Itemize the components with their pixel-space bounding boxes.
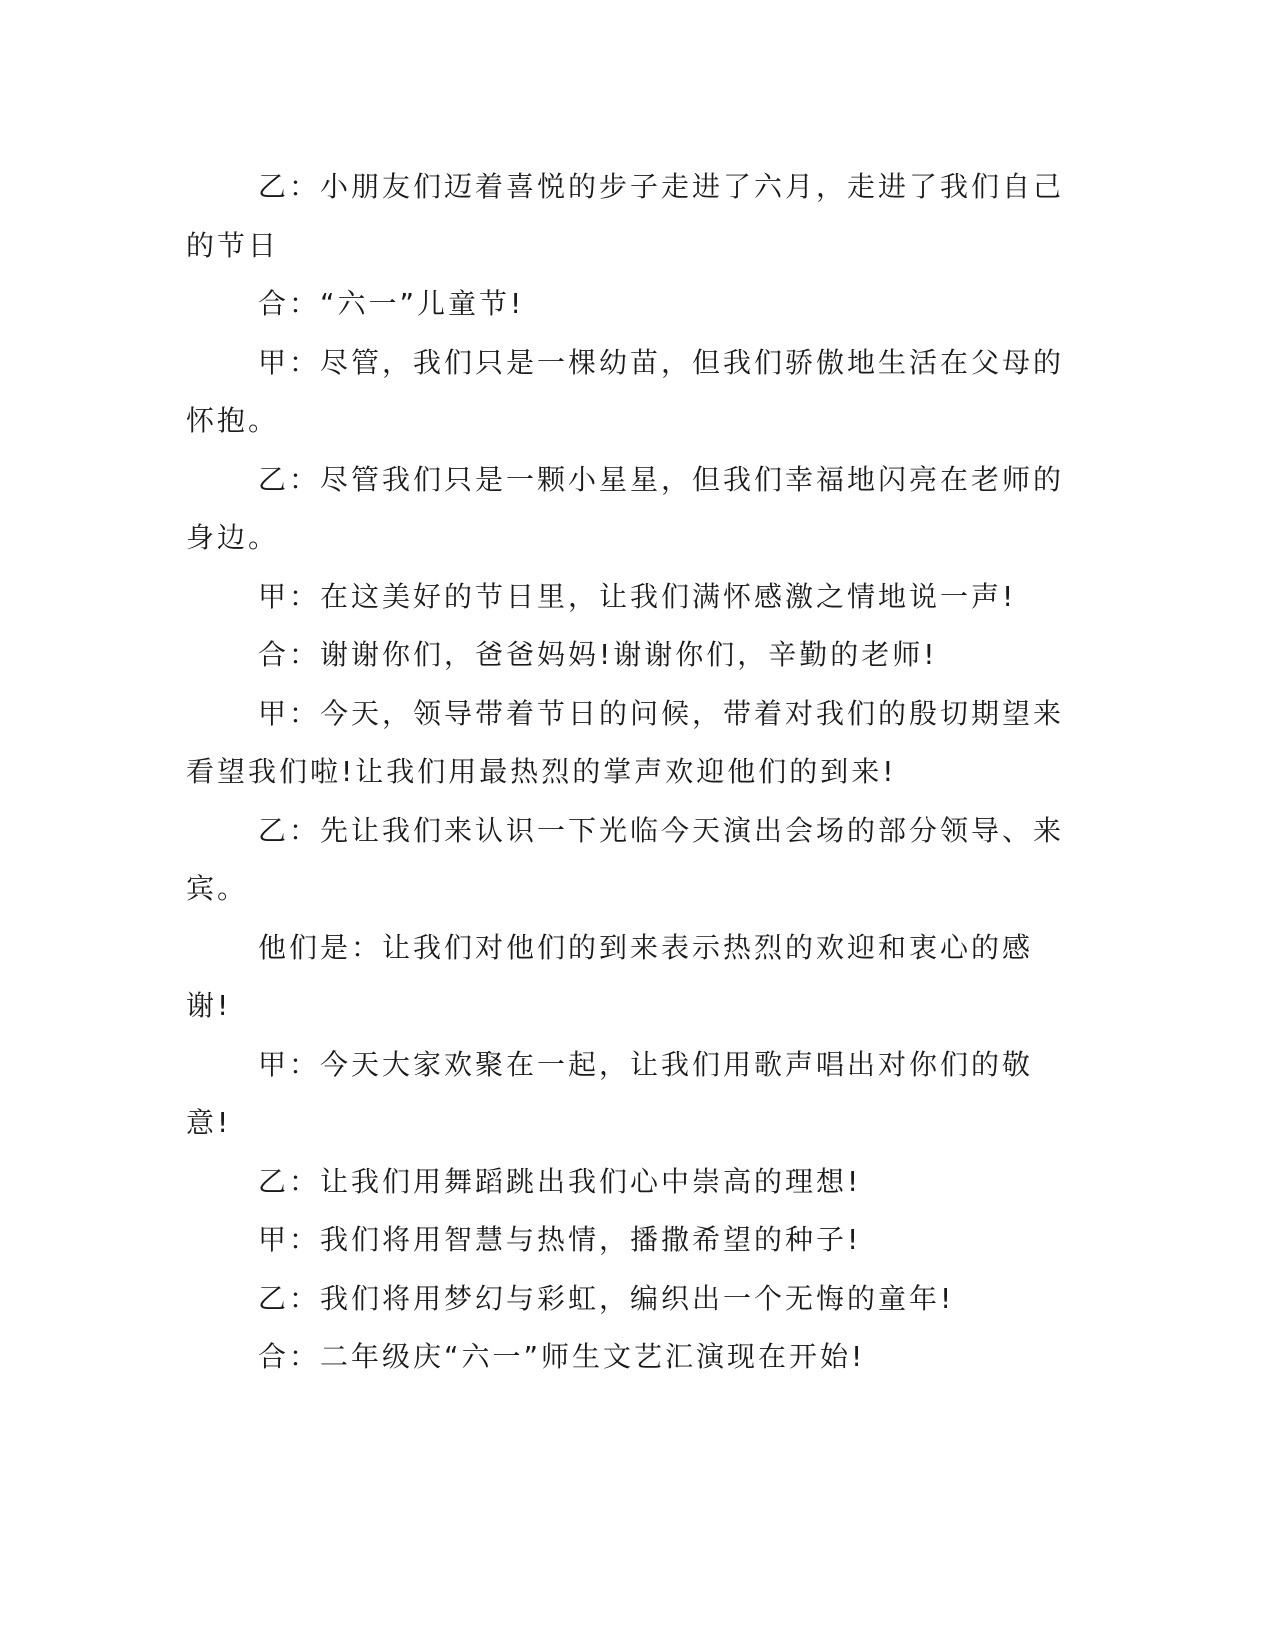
paragraph: 乙：尽管我们只是一颗小星星，但我们幸福地闪亮在老师的身边。 xyxy=(186,462,1065,554)
document-body xyxy=(186,158,1066,1387)
paragraph: 甲：今天，领导带着节日的问候，带着对我们的殷切期望来看望我们啦!让我们用最热烈的掌声欢迎他们的到来! xyxy=(186,696,1065,788)
paragraph: 乙：先让我们来认识一下光临今天演出会场的部分领导、来宾。 xyxy=(186,813,1065,905)
paragraph: 合：谢谢你们，爸爸妈妈!谢谢你们，辛勤的老师! xyxy=(258,638,938,671)
paragraph: 乙：我们将用梦幻与彩虹，编织出一个无悔的童年! xyxy=(258,1281,955,1315)
paragraph: 合：二年级庆“六一”师生文艺汇演现在开始! xyxy=(258,1340,866,1373)
paragraph: 乙：小朋友们迈着喜悦的步子走进了六月，走进了我们自己的节日 xyxy=(186,170,1065,262)
paragraph: 甲：在这美好的节日里，让我们满怀感激之情地说一声! xyxy=(258,579,1017,613)
paragraph: 乙：让我们用舞蹈跳出我们心中崇高的理想! xyxy=(258,1164,862,1198)
paragraph: 合：“六一”儿童节! xyxy=(258,287,525,320)
paragraph: 甲：我们将用智慧与热情，播撒希望的种子! xyxy=(258,1223,862,1256)
paragraph: 他们是：让我们对他们的到来表示热烈的欢迎和衷心的感谢! xyxy=(186,930,1034,1022)
paragraph: 甲：尽管，我们只是一棵幼苗，但我们骄傲地生活在父母的怀抱。 xyxy=(186,345,1065,437)
paragraph: 甲：今天大家欢聚在一起，让我们用歌声唱出对你们的敬意! xyxy=(186,1047,1034,1139)
